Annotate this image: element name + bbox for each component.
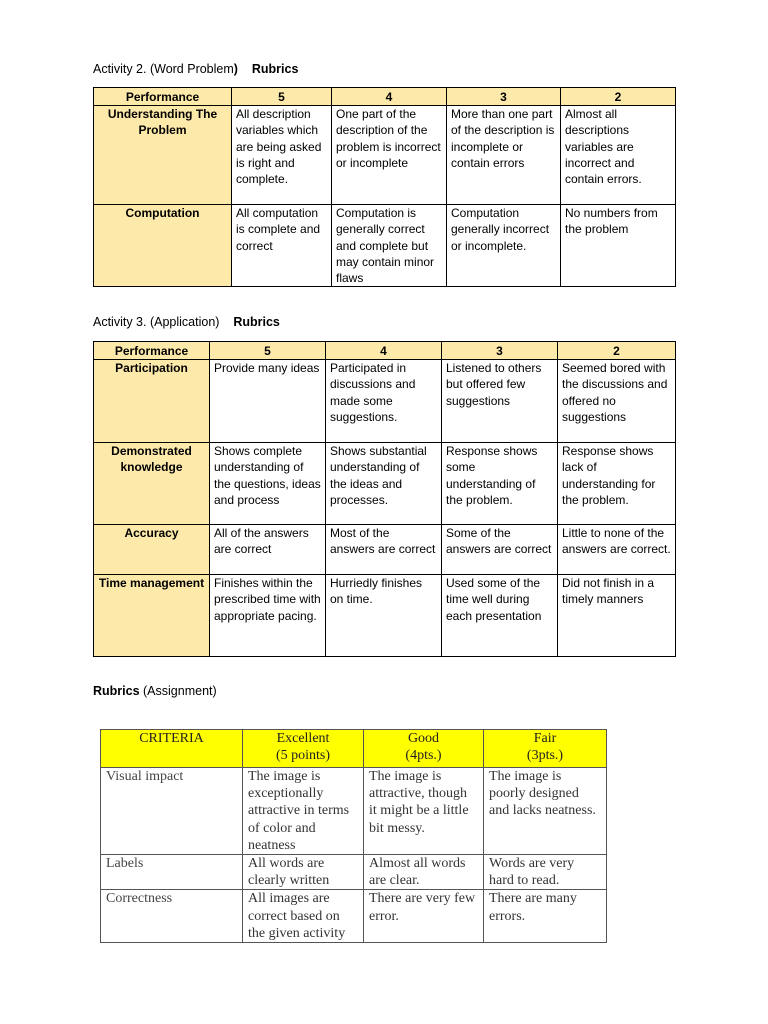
table-cell: The image is attractive, though it might be a little bit messy. bbox=[364, 768, 484, 855]
activity3-rubric-table bbox=[93, 341, 676, 657]
criteria-cell: Visual impact bbox=[101, 768, 243, 855]
table-cell: Response shows lack of understanding for the problem. bbox=[558, 443, 676, 525]
table-row bbox=[101, 855, 607, 890]
table-cell: There are very few error. bbox=[364, 890, 484, 943]
table-cell: All images are correct based on the given activity bbox=[243, 890, 364, 943]
assignment-heading bbox=[93, 684, 217, 698]
table-cell: Did not finish in a timely manners bbox=[558, 575, 676, 657]
activity2-header-row bbox=[94, 88, 676, 106]
activity2-heading-prefix: Activity 2. (Word Problem bbox=[93, 62, 234, 76]
table-cell: Seemed bored with the discussions and offered no suggestions bbox=[558, 360, 676, 443]
table-cell: No numbers from the problem bbox=[561, 205, 676, 287]
assignment-rubric-table bbox=[100, 729, 607, 943]
activity2-col-header: 2 bbox=[561, 88, 676, 106]
assignment-col-header bbox=[101, 730, 243, 768]
table-cell: Provide many ideas bbox=[210, 360, 326, 443]
activity3-heading-prefix: Activity 3. (Application) bbox=[93, 315, 220, 329]
criteria-cell: Correctness bbox=[101, 890, 243, 943]
table-row bbox=[94, 360, 676, 443]
table-row bbox=[101, 890, 607, 943]
assignment-col-header: Fair (3pts.) bbox=[484, 730, 607, 768]
table-cell: Computation generally incorrect or incomplete. bbox=[447, 205, 561, 287]
criteria-cell: Time management bbox=[94, 575, 210, 657]
table-cell: The image is poorly designed and lacks neatness. bbox=[484, 768, 607, 855]
assignment-col-header-label: CRITERIA bbox=[139, 731, 204, 746]
table-cell: Almost all descriptions variables are incorrect and contain errors. bbox=[561, 106, 676, 205]
table-cell: Hurriedly finishes on time. bbox=[326, 575, 442, 657]
table-cell: Response shows some understanding of the problem. bbox=[442, 443, 558, 525]
table-cell: The image is exceptionally attractive in terms of color and neatness bbox=[243, 768, 364, 855]
table-row bbox=[94, 205, 676, 287]
criteria-cell: Understanding The Problem bbox=[94, 106, 232, 205]
assignment-heading-rest: (Assignment) bbox=[139, 684, 217, 698]
criteria-cell: Accuracy bbox=[94, 525, 210, 575]
table-row bbox=[94, 443, 676, 525]
activity2-col-header: 5 bbox=[232, 88, 332, 106]
activity3-heading-rubrics: Rubrics bbox=[233, 315, 280, 329]
criteria-cell: Participation bbox=[94, 360, 210, 443]
table-cell: There are many errors. bbox=[484, 890, 607, 943]
activity2-col-header: Performance bbox=[94, 88, 232, 106]
activity3-heading bbox=[93, 315, 280, 329]
activity2-heading bbox=[93, 62, 298, 76]
activity2-col-header: 3 bbox=[447, 88, 561, 106]
table-cell: Almost all words are clear. bbox=[364, 855, 484, 890]
activity2-heading-paren: ) bbox=[233, 62, 238, 76]
table-cell: Little to none of the answers are correct. bbox=[558, 525, 676, 575]
table-row bbox=[94, 106, 676, 205]
table-row bbox=[94, 525, 676, 575]
activity3-col-header: Performance bbox=[94, 342, 210, 360]
table-cell: Finishes within the prescribed time with appropriate pacing. bbox=[210, 575, 326, 657]
assignment-header-row bbox=[101, 730, 607, 768]
table-cell: One part of the description of the problem is incorrect or incomplete bbox=[332, 106, 447, 205]
activity3-col-header: 2 bbox=[558, 342, 676, 360]
activity2-col-header: 4 bbox=[332, 88, 447, 106]
activity2-heading-rubrics: Rubrics bbox=[251, 62, 299, 76]
table-cell: Participated in discussions and made some suggestions. bbox=[326, 360, 442, 443]
table-cell: Computation is generally correct and complete but may contain minor flaws bbox=[332, 205, 447, 287]
assignment-col-header: Good (4pts.) bbox=[364, 730, 484, 768]
table-cell: All words are clearly written bbox=[243, 855, 364, 890]
activity3-col-header: 5 bbox=[210, 342, 326, 360]
table-cell: More than one part of the description is incomplete or contain errors bbox=[447, 106, 561, 205]
table-cell: All computation is complete and correct bbox=[232, 205, 332, 287]
table-cell: Most of the answers are correct bbox=[326, 525, 442, 575]
assignment-heading-bold: Rubrics bbox=[93, 684, 140, 698]
table-cell: All of the answers are correct bbox=[210, 525, 326, 575]
criteria-cell: Computation bbox=[94, 205, 232, 287]
activity2-rubric-table bbox=[93, 87, 676, 287]
criteria-cell: Labels bbox=[101, 855, 243, 890]
activity3-header-row bbox=[94, 342, 676, 360]
table-cell: Shows substantial understanding of the ideas and processes. bbox=[326, 443, 442, 525]
table-cell: Shows complete understanding of the questions, ideas and process bbox=[210, 443, 326, 525]
table-cell: Words are very hard to read. bbox=[484, 855, 607, 890]
table-row bbox=[94, 575, 676, 657]
table-row bbox=[101, 768, 607, 855]
table-cell: Listened to others but offered few suggestions bbox=[442, 360, 558, 443]
activity3-col-header: 4 bbox=[326, 342, 442, 360]
criteria-cell: Demonstrated knowledge bbox=[94, 443, 210, 525]
table-cell: All description variables which are being asked is right and complete. bbox=[232, 106, 332, 205]
activity3-col-header: 3 bbox=[442, 342, 558, 360]
table-cell: Used some of the time well during each presentation bbox=[442, 575, 558, 657]
assignment-col-header: Excellent (5 points) bbox=[243, 730, 364, 768]
table-cell: Some of the answers are correct bbox=[442, 525, 558, 575]
